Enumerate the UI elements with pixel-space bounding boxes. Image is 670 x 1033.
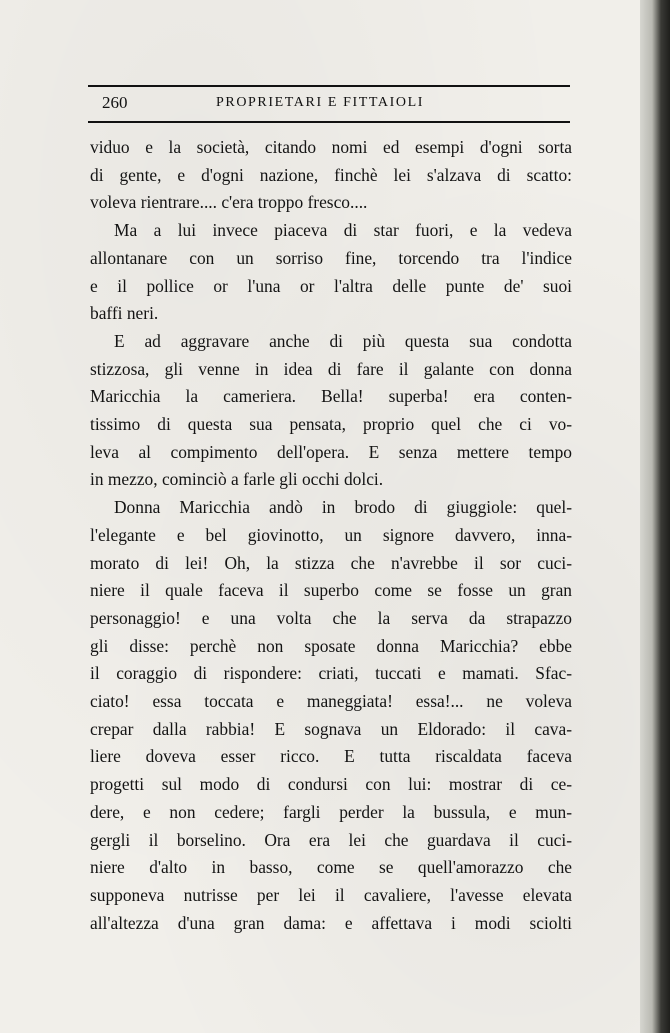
text-line: liere doveva esser ricco. E tutta riscaldata faceva (90, 746, 572, 767)
header-rule-top (88, 85, 570, 87)
text-line: personaggio! e una volta che la serva da strapazzo (90, 607, 572, 628)
text-line: allontanare con un sorriso fine, torcendo tra l'indice (90, 247, 572, 268)
book-spine (640, 0, 670, 1033)
running-title: PROPRIETARI E FITTAIOLI (216, 95, 424, 110)
text-line: il coraggio di rispondere: criati, tuccati e mamati. Sfac- (90, 663, 572, 684)
text-line: di gente, e d'ogni nazione, finchè lei s'alzava di scatto: (90, 164, 572, 185)
page-header (88, 93, 570, 115)
text-line: l'elegante e bel giovinotto, un signore davvero, inna- (90, 524, 572, 545)
text-line: leva al compimento dell'opera. E senza mettere tempo (90, 441, 572, 462)
text-line: Maricchia la cameriera. Bella! superba! era conten- (90, 386, 572, 407)
text-line: gli disse: perchè non sposate donna Maricchia? ebbe (90, 635, 572, 656)
text-line: E ad aggravare anche di più questa sua condotta (114, 330, 572, 351)
text-line: niere il quale faceva il superbo come se fosse un gran (90, 580, 572, 601)
text-line: e il pollice or l'una or l'altra delle punte de' suoi (90, 275, 572, 296)
header-rule-bottom (88, 121, 570, 123)
text-line: ciato! essa toccata e maneggiata! essa!... ne voleva (90, 691, 572, 712)
text-line: supponeva nutrisse per lei il cavaliere, l'avesse elevata (90, 884, 572, 905)
text-line: gergli il borselino. Ora era lei che guardava il cuci- (90, 829, 572, 850)
text-line: baffi neri. (90, 303, 159, 324)
text-line: dere, e non cedere; fargli perder la bussula, e mun- (90, 801, 572, 822)
text-line: voleva rientrare.... c'era troppo fresco.... (90, 192, 368, 213)
text-line: all'altezza d'una gran dama: e affettava i modi sciolti (90, 912, 572, 933)
text-line: viduo e la società, citando nomi ed esempi d'ogni sorta (90, 137, 572, 157)
text-line: Donna Maricchia andò in brodo di giuggiole: quel- (114, 497, 572, 518)
text-line: progetti sul modo di condursi con lui: mostrar di ce- (90, 774, 572, 795)
text-line: niere d'alto in basso, come se quell'amorazzo che (90, 857, 572, 878)
text-line: Ma a lui invece piaceva di star fuori, e la vedeva (114, 220, 572, 241)
text-line: stizzosa, gli venne in idea di fare il galante con donna (90, 358, 572, 379)
text-line: crepar dalla rabbia! E sognava un Eldorado: il cava- (90, 718, 572, 739)
text-line: morato di lei! Oh, la stizza che n'avrebbe il sor cuci- (90, 552, 572, 573)
page-number: 260 (102, 93, 128, 112)
body-text (90, 134, 572, 937)
text-line: tissimo di questa sua pensata, proprio quel che ci vo- (90, 414, 572, 435)
text-line: in mezzo, cominciò a farle gli occhi dolci. (90, 469, 384, 490)
